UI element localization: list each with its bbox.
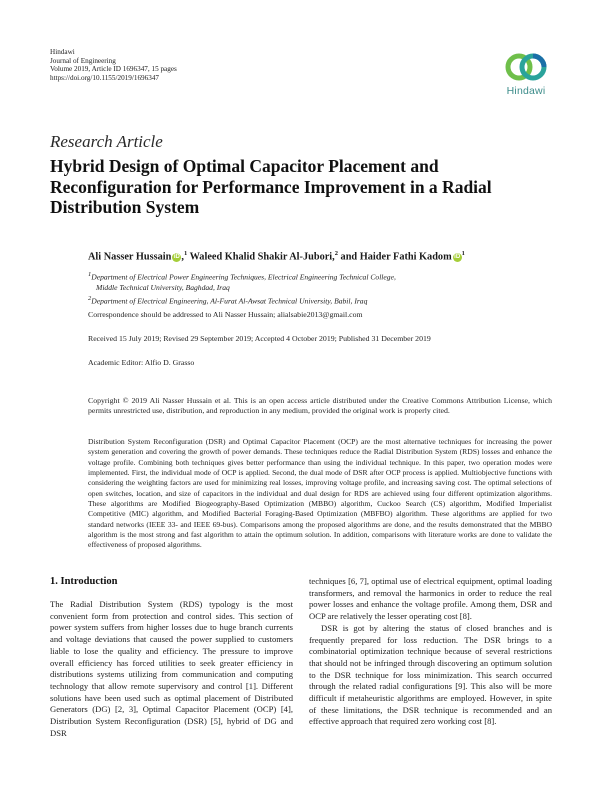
- right-column: [309, 576, 552, 728]
- affiliation-2: $^2$Department of Electrical Engineering, Al-Furat Al-Awsat Technical University, Babil, Iraq: [88, 294, 368, 306]
- section-heading: 1. Introduction: [50, 576, 118, 587]
- abstract: Distribution System Reconfiguration (DSR) and Optimal Capacitor Placement (OCP) are the most alternative techniques for increasing the power system generation and covering the growth of power demands. These techniques reduce the Radial Distribution System (RDS) losses and enhance the voltage profile. Combining both techniques gives better performance than using the individual technique. In this paper, two operation modes were implemented. First, the individual mode of OCP is applied. Second, the dual mode of DSR after OCP process is applied. Multiobjective functions with considering the weighting factors are used for minimizing real losses, improving voltage profile, and increasing saving cost. The optimal selections of open switches, location, and size of capacitors in the individual and dual design for RDS are achieved using four different optimization algorithms. These algorithms are Modified Biogeography-Based Optimization (MBBO) algorithm, Cuckoo Search (CS) algorithm, Modified Imperialist Competitive (MIC) algorithm, and Modified Bacterial Foraging-Based Optimization (MBFBO) algorithm. These algorithms are applied for two standard networks (IEEE 33- and IEEE 69-bus). Comparisons among the proposed algorithms are done, and the results demonstrated that the MBBO algorithm is the most strong and fast algorithm to attain the optimum solution. In addition, comparisons with literature works are done to validate the effectiveness of proposed algorithms.: [88, 437, 552, 550]
- paragraph: DSR is got by altering the status of closed branches and is frequently prepared for loss reduction. The DSR brings to a combinatorial optimization technique because of several restrictions that should not be infringed through discovering an optimum solution to the DSR technique for loss minimization. This search occurred through the related radial configurations [9]. This also will be more difficult if metaheuristic algorithms are employed. However, in spite of these limitations, the DSR technique is recommended and an effective approach that required zero working cost [8].: [309, 622, 552, 727]
- logo-wordmark: Hindawi: [506, 85, 546, 97]
- doi-link[interactable]: https://doi.org/10.1155/2019/1696347: [50, 73, 160, 82]
- affiliation-1: $^1$Department of Electrical Power Engineering Techniques, Electrical Engineering Technical College,: [88, 271, 396, 282]
- orcid-icon[interactable]: iD: [173, 254, 180, 261]
- left-column: [50, 599, 293, 739]
- academic-editor: Academic Editor: Alfio D. Grasso: [88, 358, 195, 367]
- journal-name: Journal of Engineering: [50, 56, 116, 65]
- volume-line: Volume 2019, Article ID 1696347, 15 pages: [50, 65, 177, 74]
- journal-metadata: [50, 48, 177, 82]
- publisher-name: Hindawi: [50, 48, 75, 56]
- article-dates: Received 15 July 2019; Revised 29 September 2019; Accepted 4 October 2019; Published 31 December 2019: [88, 334, 431, 343]
- affiliations: [88, 270, 396, 307]
- author-name[interactable]: Ali Nasser Hussain: [88, 251, 172, 263]
- copyright-notice: Copyright © 2019 Ali Nasser Hussain et al. This is an open access article distributed under the Creative Commons Attribution License, which permits unrestricted use, distribution, and reproduction in any medium, provided the original work is properly cited.: [88, 396, 552, 416]
- author-name[interactable]: Waleed Khalid Shakir Al-Jubori,: [189, 251, 335, 263]
- article-title: Hybrid Design of Optimal Capacitor Placement and Reconfiguration for Performance Improvement in a Radial Distribution System: [50, 156, 492, 217]
- affiliation-1-cont: Middle Technical University, Baghdad, Iraq: [96, 283, 230, 293]
- author-list: Ali Nasser Hussain iD ,$^1$ Waleed Khalid Shakir Al-Jubori,$^2$ and Haider Fathi Kadom $iD^1$: [88, 250, 465, 263]
- article-type: Research Article: [50, 132, 163, 151]
- paragraph: techniques [6, 7], optimal use of electrical equipment, optimal loading transformers, and removal the harmonics in order to reduce the real power losses and enhance the voltage profile. Among them, DSR and OCP are relatively the lesser operating cost [8].: [309, 576, 552, 622]
- hindawi-logo: [500, 50, 552, 97]
- orcid-icon[interactable]: iD: [454, 254, 461, 261]
- hindawi-rings-icon: [504, 50, 548, 84]
- correspondence: Correspondence should be addressed to Ali Nasser Hussain; alialsabie2013@gmail.com: [88, 310, 363, 319]
- paragraph: The Radial Distribution System (RDS) typology is the most convenient form from protection and control sides. This section of power system suffers from higher losses due to huge branch currents and voltage deviations that caused the power supplied to customers liable to lose the quality and efficiency. The pressure to improve overall efficiency has forced utilities to seek greater efficiency in distributions systems utilizing from communication and computing technology that allow remote supervisory and control [1]. Different solutions have been used such as optimal placement of Distributed Generators (DG) [2, 3], Optimal Capacitor Placement (OCP) [4], Distribution System Reconfiguration (DSR) [5], hybrid of DG and DSR: [50, 599, 293, 738]
- author-name[interactable]: Haider Fathi Kadom: [359, 251, 452, 263]
